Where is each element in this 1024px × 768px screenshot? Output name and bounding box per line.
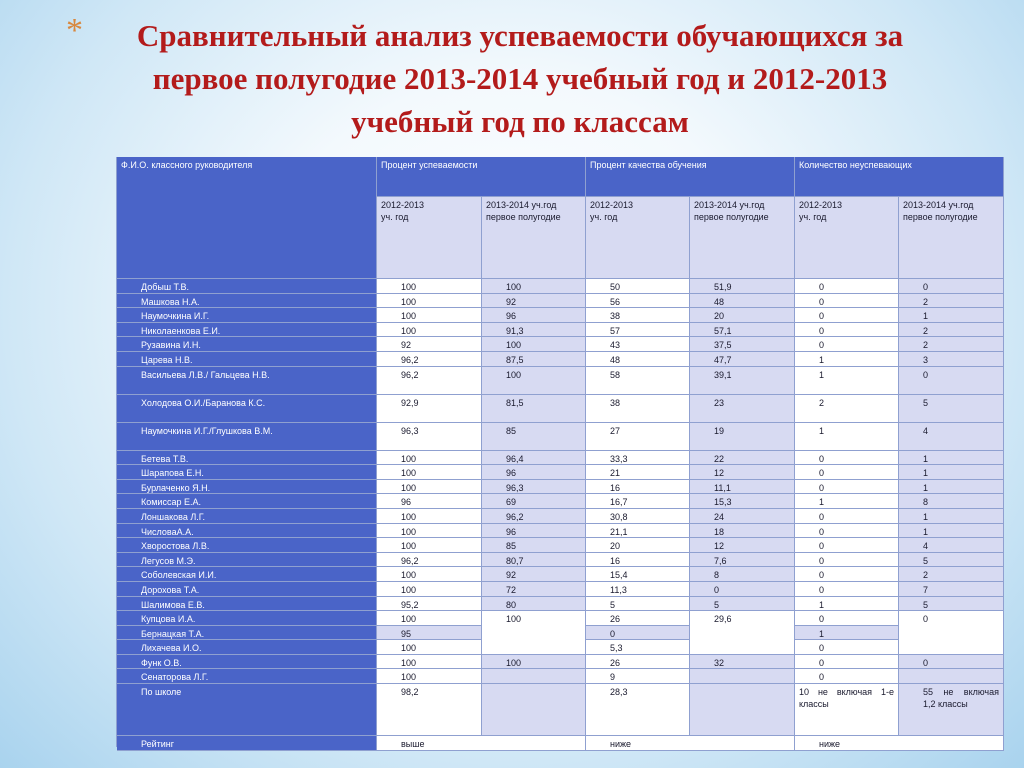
row-value: 100 (377, 323, 482, 338)
row-value: 80,7 (482, 553, 586, 568)
row-value: 56 (586, 294, 690, 309)
row-value: 23 (690, 395, 795, 423)
header-name-column: Ф.И.О. классного руководителя (117, 157, 377, 279)
row-value: 0 (795, 337, 899, 352)
row-value: 2 (899, 567, 1004, 582)
row-value: 48 (586, 352, 690, 367)
row-value: 96,2 (482, 509, 586, 524)
row-value (482, 669, 586, 684)
row-name: Наумочкина И.Г. (117, 308, 377, 323)
row-value: 1 (795, 423, 899, 451)
row-value: 92,9 (377, 395, 482, 423)
row-value: 95,2 (377, 597, 482, 612)
row-value: 27 (586, 423, 690, 451)
row-value: 0 (899, 367, 1004, 395)
row-name: Бурлаченко Я.Н. (117, 480, 377, 495)
school-failing-2012 (795, 684, 899, 736)
row-name: Бернацкая Т.А. (117, 626, 377, 641)
row-value: 100 (377, 524, 482, 539)
cell-line: 10 не включая 1-е (799, 687, 894, 698)
row-name: Комиссар Е.А. (117, 494, 377, 509)
row-name: Хворостова Л.В. (117, 538, 377, 553)
row-value: 0 (795, 480, 899, 495)
school-failing-2013 (899, 684, 1004, 736)
row-value: 11,3 (586, 582, 690, 597)
row-value: 8 (690, 567, 795, 582)
row-name: Сенаторова Л.Г. (117, 669, 377, 684)
row-value: 0 (795, 308, 899, 323)
row-value: 26 (586, 611, 690, 626)
row-value: 85 (482, 423, 586, 451)
subheader-2012 (377, 197, 482, 279)
cell-line: 1,2 классы (923, 699, 968, 710)
row-value: 100 (377, 655, 482, 670)
subheader-2012 (586, 197, 690, 279)
row-value: 85 (482, 538, 586, 553)
title-line-3: учебный год по классам (351, 104, 689, 139)
row-value: 0 (795, 538, 899, 553)
row-value: 100 (377, 582, 482, 597)
row-value: 0 (899, 279, 1004, 294)
row-value: 100 (482, 655, 586, 670)
row-value: 15,3 (690, 494, 795, 509)
row-value: 1 (795, 367, 899, 395)
row-value: 1 (795, 626, 899, 641)
row-value: 8 (899, 494, 1004, 509)
row-name-rating: Рейтинг (117, 736, 377, 751)
row-name: Функ О.В. (117, 655, 377, 670)
row-value: 1 (899, 308, 1004, 323)
cell-line: уч. год (590, 212, 618, 222)
row-name: Васильева Л.В./ Гальцева Н.В. (117, 367, 377, 395)
row-value: 100 (377, 640, 482, 655)
row-value: 5 (899, 395, 1004, 423)
row-value: 16 (586, 553, 690, 568)
row-value: 43 (586, 337, 690, 352)
row-value: 2 (899, 323, 1004, 338)
slide-title (60, 14, 980, 143)
row-value: 21 (586, 465, 690, 480)
cell-line: уч. год (381, 212, 409, 222)
cell-line: 55 не включая (923, 687, 999, 698)
cell-line: первое полугодие (694, 212, 769, 222)
row-value: 0 (795, 611, 899, 626)
subheader-2013 (482, 197, 586, 279)
row-name: Купцова И.А. (117, 611, 377, 626)
row-value: 5 (899, 597, 1004, 612)
row-value: 87,5 (482, 352, 586, 367)
rating-failing: ниже (795, 736, 1004, 751)
row-value: 12 (690, 465, 795, 480)
cell-line: первое полугодие (486, 212, 561, 222)
row-value: 0 (795, 582, 899, 597)
row-value: 0 (899, 655, 1004, 670)
row-value: 69 (482, 494, 586, 509)
row-name: Добыш Т.В. (117, 279, 377, 294)
cell-line: первое полугодие (903, 212, 978, 222)
row-value (690, 669, 795, 684)
row-value: 72 (482, 582, 586, 597)
row-name: Шарапова Е.Н. (117, 465, 377, 480)
row-value: 19 (690, 423, 795, 451)
row-value: 0 (795, 451, 899, 466)
row-value: 47,7 (690, 352, 795, 367)
row-value-merged: 29,6 (690, 611, 795, 655)
row-value: 96,2 (377, 553, 482, 568)
row-value: 96 (482, 465, 586, 480)
row-name: Царева Н.В. (117, 352, 377, 367)
row-value: 12 (690, 538, 795, 553)
row-value: 48 (690, 294, 795, 309)
row-value: 30,8 (586, 509, 690, 524)
row-value: 26 (586, 655, 690, 670)
row-value: 9 (586, 669, 690, 684)
row-value: 0 (795, 294, 899, 309)
row-value: 92 (482, 294, 586, 309)
row-value: 38 (586, 308, 690, 323)
row-value-merged: 100 (482, 611, 586, 655)
row-value: 5 (586, 597, 690, 612)
row-value: 100 (377, 480, 482, 495)
row-value: 1 (899, 451, 1004, 466)
row-value: 0 (795, 509, 899, 524)
cell-line: 2012-2013 (381, 200, 425, 210)
results-table (116, 157, 1004, 750)
row-value: 39,1 (690, 367, 795, 395)
school-success-2012: 98,2 (377, 684, 482, 736)
title-bullet: * (66, 12, 83, 49)
row-value: 92 (482, 567, 586, 582)
row-name: Бетева Т.В. (117, 451, 377, 466)
row-value: 50 (586, 279, 690, 294)
row-value: 5,3 (586, 640, 690, 655)
row-value: 100 (377, 308, 482, 323)
row-name: Рузавина И.Н. (117, 337, 377, 352)
row-value: 1 (899, 480, 1004, 495)
row-value: 0 (690, 582, 795, 597)
row-value: 18 (690, 524, 795, 539)
row-name: Лихачева И.О. (117, 640, 377, 655)
subheader-2013 (899, 197, 1004, 279)
cell-line: 2012-2013 (799, 200, 843, 210)
row-value: 3 (899, 352, 1004, 367)
row-value: 96,3 (482, 480, 586, 495)
row-value: 20 (586, 538, 690, 553)
cell-line: 2013-2014 уч.год (694, 200, 765, 210)
header-group-success: Процент успеваемости (377, 157, 586, 197)
row-value: 100 (377, 669, 482, 684)
row-value: 100 (482, 279, 586, 294)
row-value: 21,1 (586, 524, 690, 539)
row-value: 11,1 (690, 480, 795, 495)
row-value: 1 (899, 465, 1004, 480)
row-value: 80 (482, 597, 586, 612)
subheader-2012 (795, 197, 899, 279)
row-value: 1 (795, 352, 899, 367)
row-value: 1 (795, 597, 899, 612)
row-value: 100 (377, 538, 482, 553)
row-value: 2 (899, 337, 1004, 352)
row-value: 100 (482, 337, 586, 352)
row-value: 4 (899, 423, 1004, 451)
row-value: 100 (377, 279, 482, 294)
header-group-failing: Количество неуспевающих (795, 157, 1004, 197)
row-value: 100 (377, 509, 482, 524)
row-value: 1 (795, 494, 899, 509)
title-line-2: первое полугодие 2013-2014 учебный год и 2012-2013 (152, 61, 888, 96)
row-name: Дорохова Т.А. (117, 582, 377, 597)
row-name: Лоншакова Л.Г. (117, 509, 377, 524)
row-value: 51,9 (690, 279, 795, 294)
row-value: 16,7 (586, 494, 690, 509)
row-value: 1 (899, 509, 1004, 524)
row-value: 81,5 (482, 395, 586, 423)
row-value-merged: 0 (899, 611, 1004, 655)
row-value: 0 (795, 669, 899, 684)
row-value: 5 (690, 597, 795, 612)
row-value: 96,4 (482, 451, 586, 466)
row-value: 4 (899, 538, 1004, 553)
row-name: Соболевская И.И. (117, 567, 377, 582)
header-group-quality: Процент качества обучения (586, 157, 795, 197)
row-value: 0 (795, 524, 899, 539)
row-value: 7,6 (690, 553, 795, 568)
row-name: Машкова Н.А. (117, 294, 377, 309)
row-value: 96,3 (377, 423, 482, 451)
row-value: 100 (377, 567, 482, 582)
cell-line: уч. год (799, 212, 827, 222)
row-value: 5 (899, 553, 1004, 568)
row-value: 2 (795, 395, 899, 423)
row-value: 100 (377, 611, 482, 626)
cell-line: 2012-2013 (590, 200, 634, 210)
row-name: Николаенкова Е.И. (117, 323, 377, 338)
row-value: 100 (377, 465, 482, 480)
row-value: 0 (795, 567, 899, 582)
cell-line: 2013-2014 уч.год (903, 200, 974, 210)
row-value: 96,2 (377, 367, 482, 395)
row-value: 16 (586, 480, 690, 495)
row-value: 2 (899, 294, 1004, 309)
row-name-school: По школе (117, 684, 377, 736)
row-value: 37,5 (690, 337, 795, 352)
row-value: 1 (899, 524, 1004, 539)
row-name: ЧисловаА.А. (117, 524, 377, 539)
row-name: Шалимова Е.В. (117, 597, 377, 612)
title-line-1: Сравнительный анализ успеваемости обучающихся за (136, 18, 904, 53)
cell-line: 2013-2014 уч.год (486, 200, 557, 210)
row-name: Наумочкина И.Г./Глушкова В.М. (117, 423, 377, 451)
row-value: 20 (690, 308, 795, 323)
row-value: 100 (377, 294, 482, 309)
school-quality-2013 (690, 684, 795, 736)
row-name: Холодова О.И./Баранова К.С. (117, 395, 377, 423)
row-name: Легусов М.Э. (117, 553, 377, 568)
row-value: 38 (586, 395, 690, 423)
row-value: 100 (377, 451, 482, 466)
row-value: 100 (482, 367, 586, 395)
row-value: 0 (586, 626, 690, 641)
row-value: 0 (795, 465, 899, 480)
row-value: 95 (377, 626, 482, 641)
cell-line: классы (799, 699, 829, 710)
row-value: 0 (795, 655, 899, 670)
row-value: 24 (690, 509, 795, 524)
row-value (899, 669, 1004, 684)
row-value: 96,2 (377, 352, 482, 367)
row-value: 15,4 (586, 567, 690, 582)
rating-success: выше (377, 736, 586, 751)
row-value: 96 (482, 524, 586, 539)
school-success-2013 (482, 684, 586, 736)
subheader-2013 (690, 197, 795, 279)
row-value: 57,1 (690, 323, 795, 338)
row-value: 0 (795, 323, 899, 338)
row-value: 96 (482, 308, 586, 323)
rating-quality: ниже (586, 736, 795, 751)
row-value: 96 (377, 494, 482, 509)
row-value: 33,3 (586, 451, 690, 466)
row-value: 22 (690, 451, 795, 466)
school-quality-2012: 28,3 (586, 684, 690, 736)
row-value: 0 (795, 640, 899, 655)
row-value: 0 (795, 279, 899, 294)
row-value: 57 (586, 323, 690, 338)
row-value: 7 (899, 582, 1004, 597)
row-value: 92 (377, 337, 482, 352)
row-value: 0 (795, 553, 899, 568)
row-value: 58 (586, 367, 690, 395)
row-value: 32 (690, 655, 795, 670)
row-value: 91,3 (482, 323, 586, 338)
